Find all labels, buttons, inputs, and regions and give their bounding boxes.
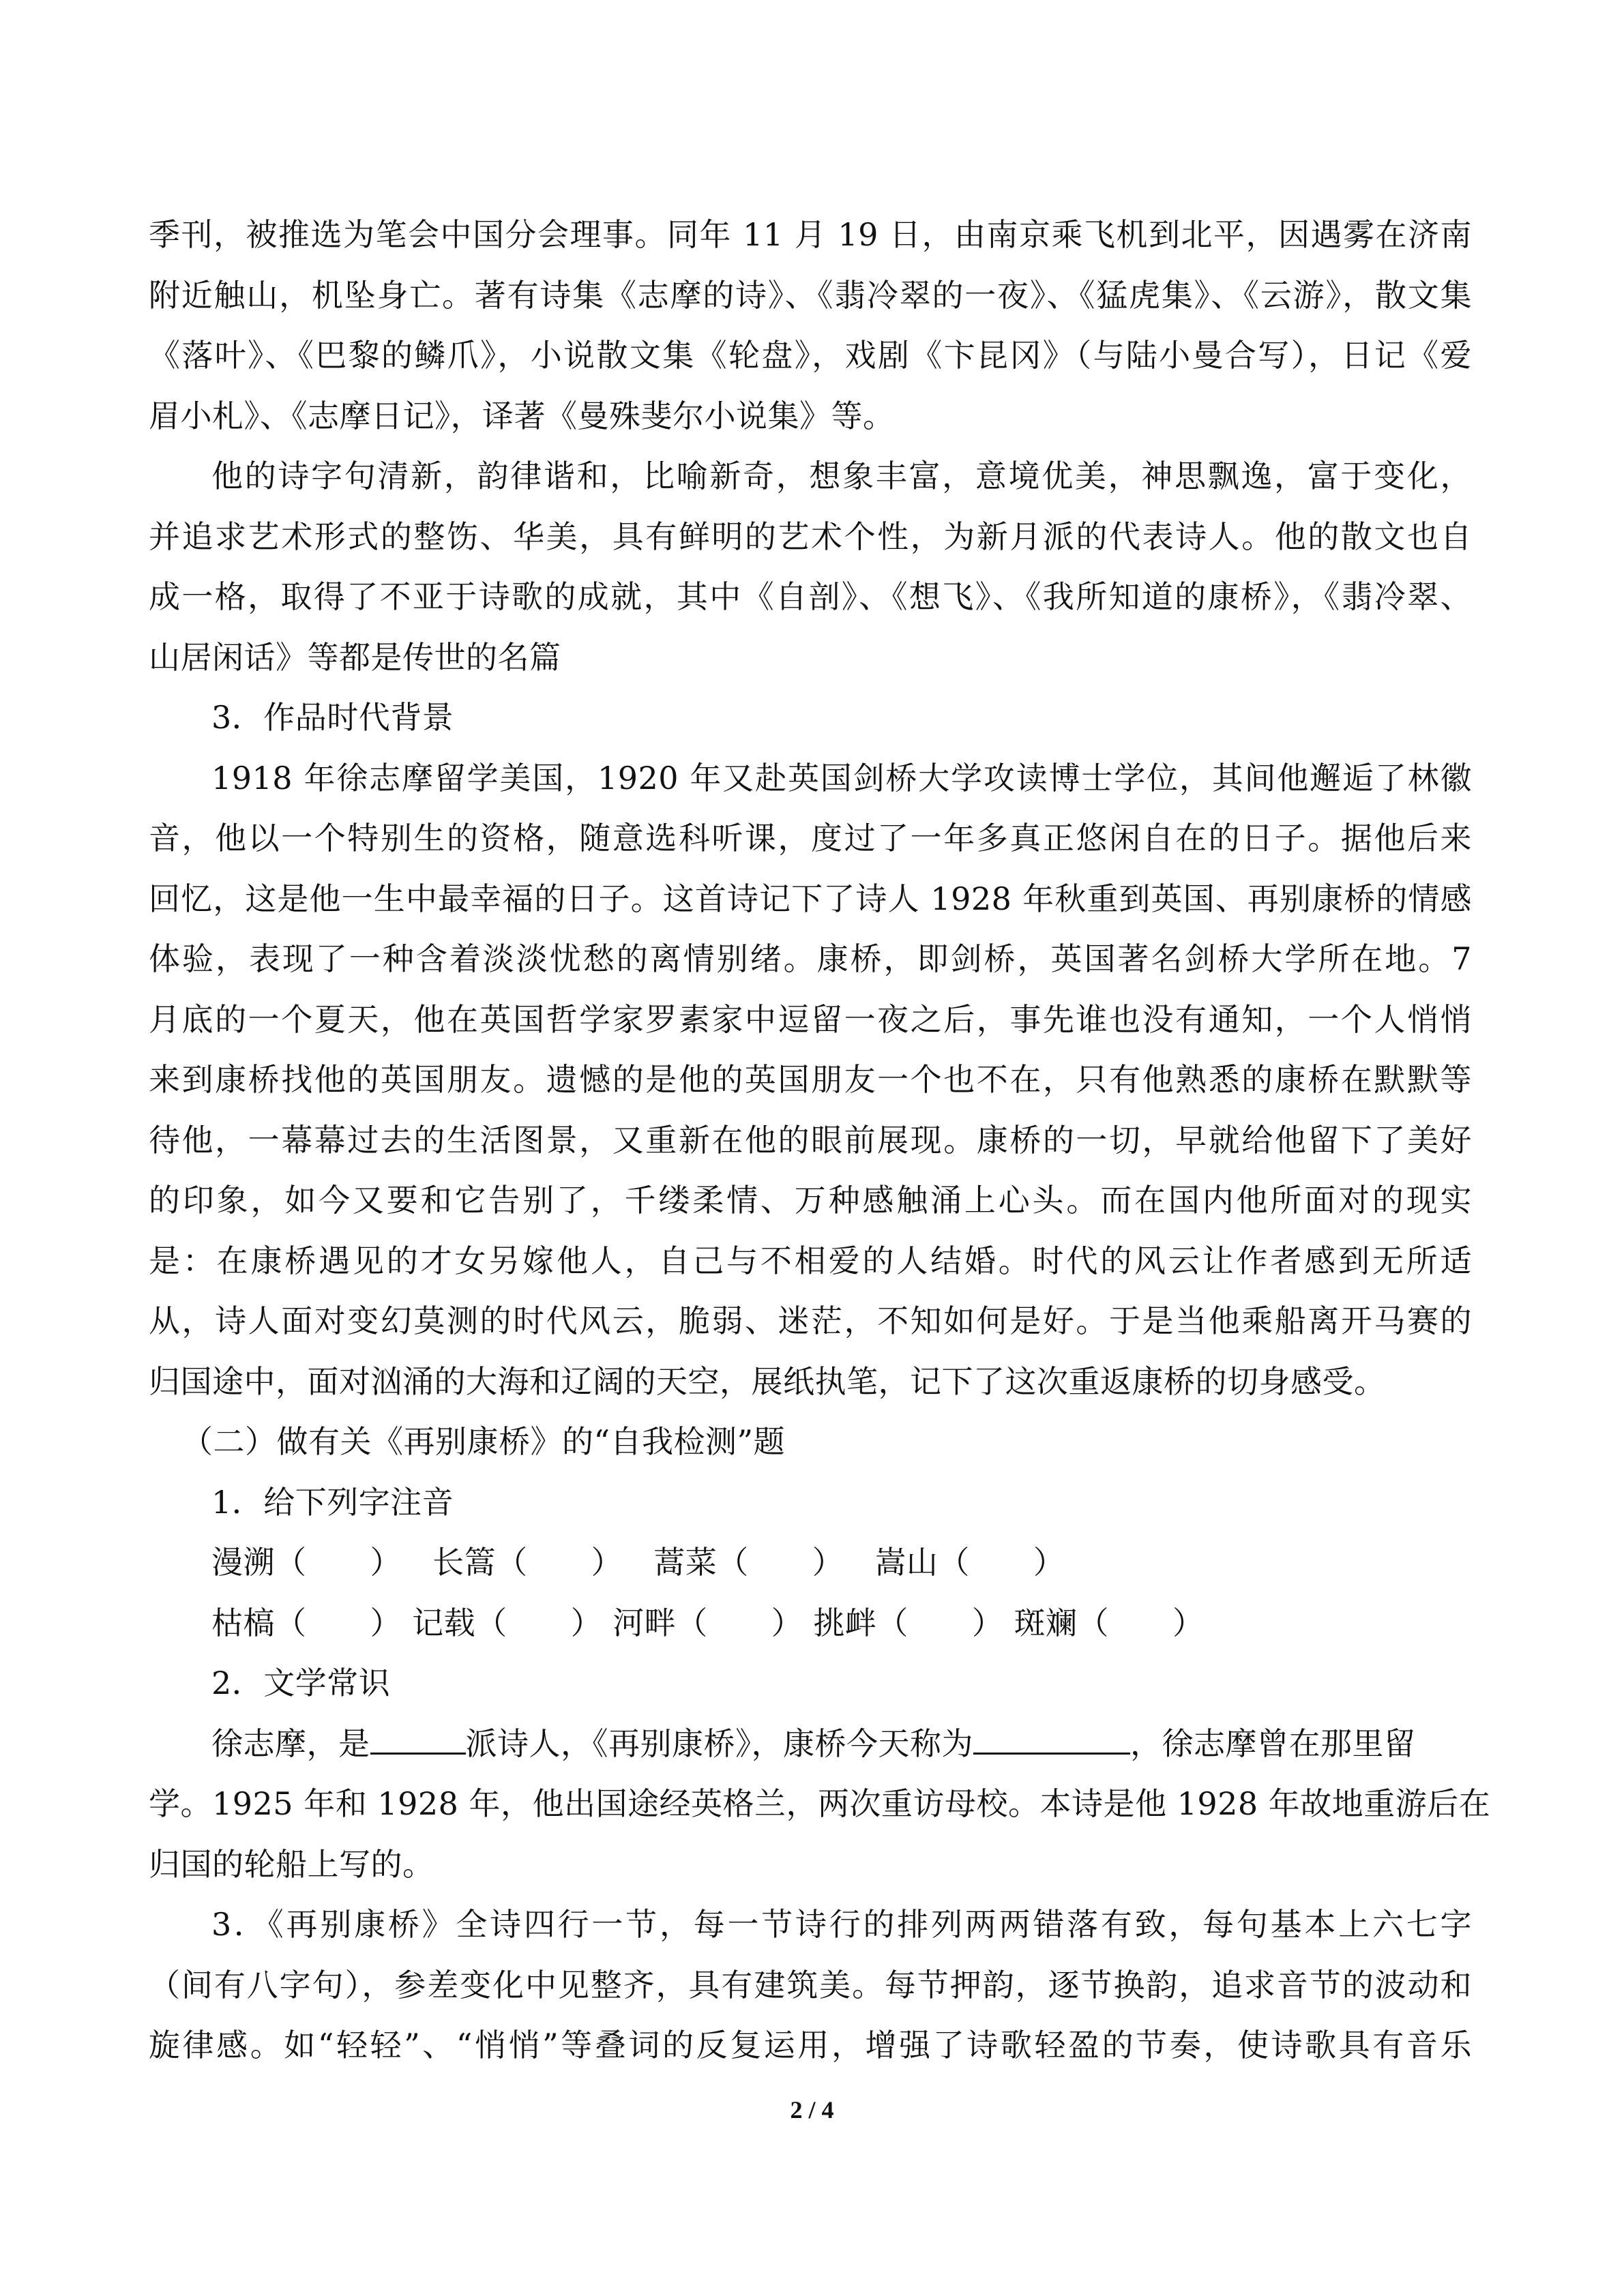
fill-text: 派诗人，《再别康桥》，康桥今天称为 [465, 1725, 973, 1762]
paragraph-line: 待他，一幕幕过去的生活图景，又重新在他的眼前展现。康桥的一切，早就给他留下了美好 [149, 1121, 1472, 1159]
pinyin-item: 长篙（ ） [432, 1544, 623, 1581]
paragraph-line: 是：在康桥遇见的才女另嫁他人，自己与不相爱的人结婚。时代的风云让作者感到无所适 [149, 1242, 1472, 1279]
paragraph-line: 旋律感。如“轻轻”、“悄悄”等叠词的反复运用，增强了诗歌轻盈的节奏，使诗歌具有音乐 [149, 2027, 1472, 2063]
paragraph-line: 音，他以一个特别生的资格，随意选科听课，度过了一年多真正悠闲自在的日子。据他后来 [149, 820, 1472, 856]
pinyin-item: 蒿菜（ ） [653, 1544, 844, 1581]
pinyin-item: 漫溯（ ） [211, 1544, 402, 1581]
fill-text: ，徐志摩曾在那里留 [1130, 1725, 1416, 1762]
paragraph-line: 成一格，取得了不亚于诗歌的成就，其中《自剖》、《想飞》、《我所知道的康桥》，《翡冷翠、 [149, 578, 1472, 615]
pinyin-row [149, 1593, 1472, 1654]
paragraph-line: 《落叶》、《巴黎的鳞爪》，小说散文集《轮盘》，戏剧《卞昆冈》（与陆小曼合写），日记《爱 [149, 337, 1472, 374]
paragraph-line: 归国途中，面对汹涌的大海和辽阔的天空，展纸执笔，记下了这次重返康桥的切身感受。 [149, 1362, 1386, 1400]
paragraph-line: 从，诗人面对变幻莫测的时代风云，脆弱、迷茫，不知如何是好。于是当他乘船离开马赛的 [149, 1302, 1472, 1339]
paragraph-line: 他的诗字句清新，韵律谐和，比喻新奇，想象丰富，意境优美，神思飘逸，富于变化， [211, 458, 1472, 494]
question-heading: 2．文学常识 [211, 1665, 391, 1701]
paragraph-line: 的印象，如今又要和它告别了，千缕柔情、万种感触涌上心头。而在国内他所面对的现实 [149, 1182, 1472, 1219]
pinyin-item: 河畔（ ） [612, 1604, 803, 1641]
paragraph-line: 月底的一个夏天，他在英国哲学家罗素家中逗留一夜之后，事先谁也没有通知，一个人悄悄 [149, 1000, 1472, 1038]
paragraph-line: （间有八字句），参差变化中见整齐，具有建筑美。每节押韵，逐节换韵，追求音节的波动和 [149, 1966, 1472, 2003]
paragraph-line: 3．《再别康桥》全诗四行一节，每一节诗行的排列两两错落有致，每句基本上六七字 [211, 1906, 1472, 1943]
paragraph-line: 体验，表现了一种含着淡淡忧愁的离情别绪。康桥，即剑桥，英国著名剑桥大学所在地。7 [149, 940, 1472, 977]
paragraph-line: 归国的轮船上写的。 [149, 1845, 434, 1883]
paragraph-line: 学。1925 年和 1928 年，他出国途经英格兰，两次重访母校。本诗是他 1928 年故地重游后在 [149, 1785, 1491, 1822]
document-body [149, 205, 1491, 2076]
paragraph-line: 季刊，被推选为笔会中国分会理事。同年 11 月 19 日，由南京乘飞机到北平，因遇雾在济南 [149, 216, 1472, 253]
page-number: 2 / 4 [790, 2096, 834, 2123]
paragraph-line: 1918 年徐志摩留学美国，1920 年又赴英国剑桥大学攻读博士学位，其间他邂逅了林徽 [211, 759, 1472, 796]
paragraph-line: 附近触山，机坠身亡。著有诗集《志摩的诗》、《翡冷翠的一夜》、《猛虎集》、《云游》，散文集 [149, 276, 1472, 314]
part-heading: （二）做有关《再别康桥》的“自我检测”题 [181, 1423, 786, 1460]
paragraph-line: 回忆，这是他一生中最幸福的日子。这首诗记下了诗人 1928 年秋重到英国、再别康桥的情感 [149, 880, 1472, 917]
fill-text: 徐志摩，是 [211, 1725, 370, 1762]
pinyin-item: 斑斓（ ） [1014, 1604, 1205, 1641]
pinyin-item: 挑衅（ ） [813, 1604, 1004, 1641]
paragraph-line: 山居闲话》等都是传世的名篇 [149, 638, 561, 676]
answer-blank[interactable] [370, 1725, 466, 1755]
fill-blank-line [149, 1714, 1472, 1774]
section-heading: 3．作品时代背景 [211, 699, 454, 736]
paragraph-line: 眉小札》、《志摩日记》，译著《曼殊斐尔小说集》等。 [149, 397, 895, 434]
paragraph-line: 并追求艺术形式的整饬、华美，具有鲜明的艺术个性，为新月派的代表诗人。他的散文也自 [149, 518, 1472, 555]
pinyin-row [149, 1532, 1472, 1593]
answer-blank[interactable] [973, 1725, 1130, 1755]
pinyin-item: 记载（ ） [412, 1604, 603, 1641]
pinyin-item: 枯槁（ ） [211, 1604, 402, 1641]
question-heading: 1．给下列字注音 [211, 1483, 454, 1521]
pinyin-item: 嵩山（ ） [874, 1544, 1065, 1581]
paragraph-line: 来到康桥找他的英国朋友。遗憾的是他的英国朋友一个也不在，只有他熟悉的康桥在默默等 [149, 1061, 1472, 1098]
